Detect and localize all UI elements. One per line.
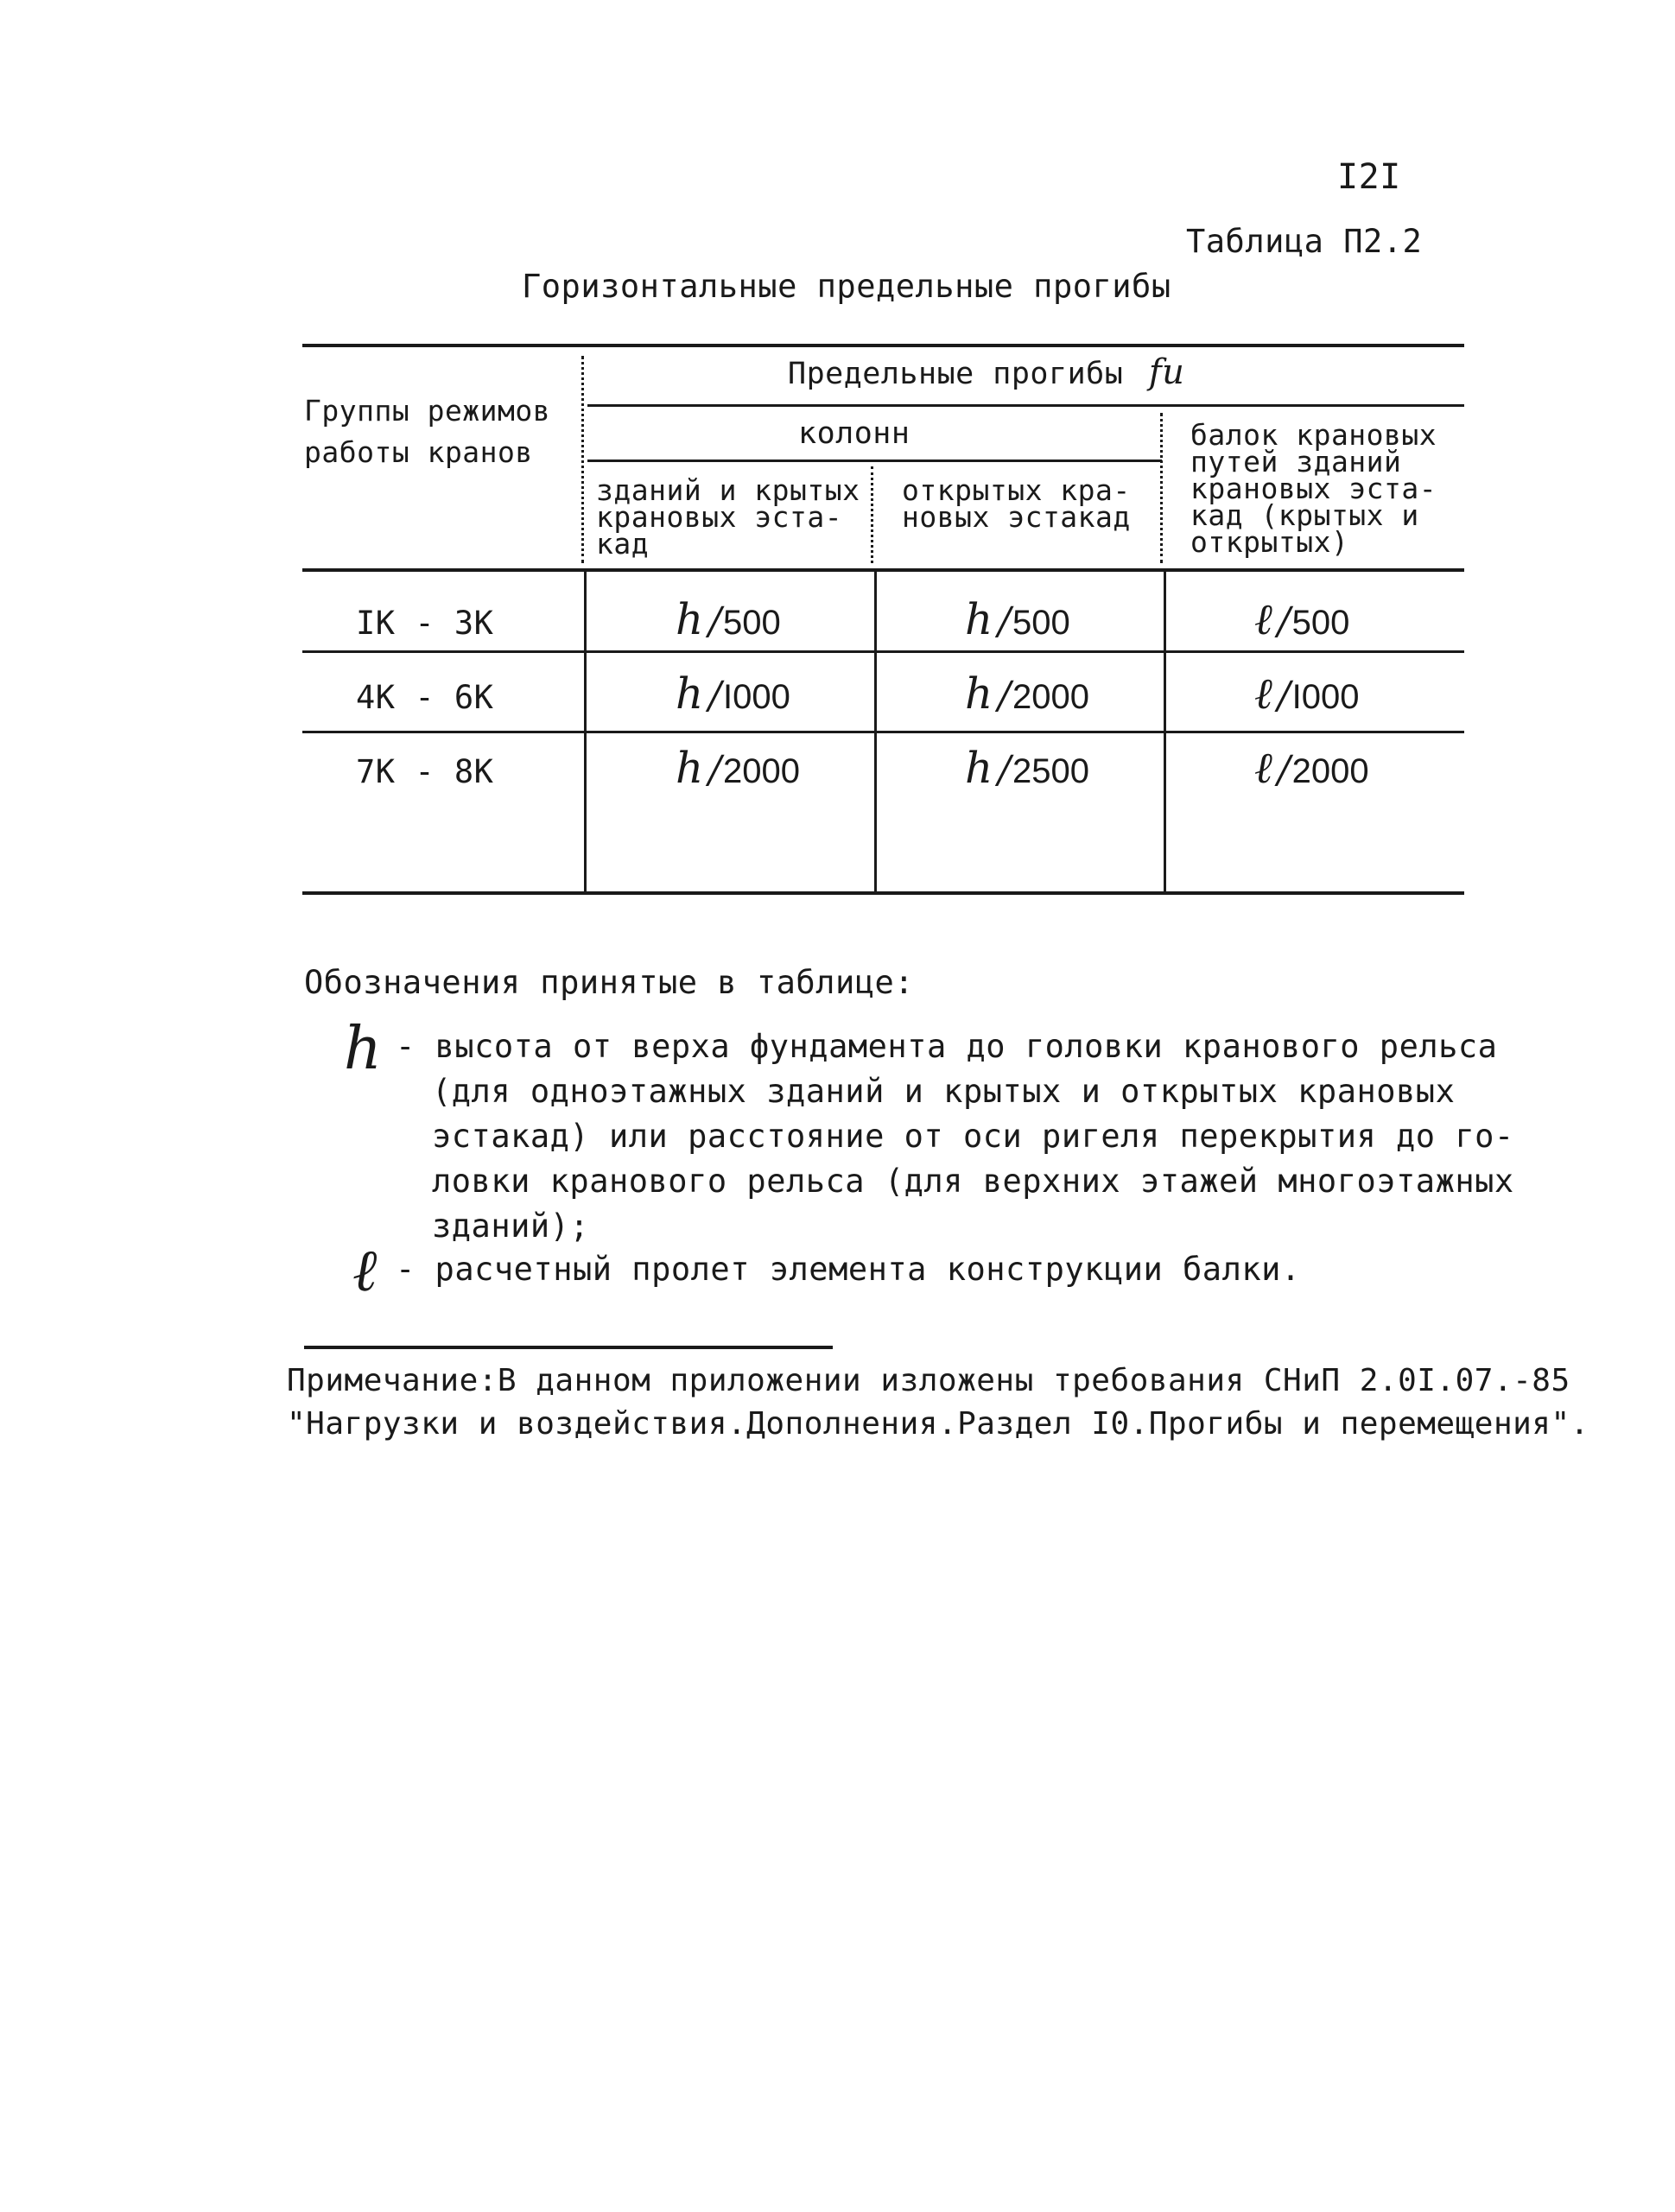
cell-slash: / — [1277, 674, 1291, 718]
col-rule-1 — [584, 570, 587, 893]
notation-h-line-3: эстакад) или расстояние от оси ригеля перекрытия до го- — [432, 1118, 1514, 1155]
row-3-cell-3 — [1254, 743, 1369, 793]
cell-variable: h — [676, 594, 704, 644]
cell-slash: / — [998, 748, 1012, 792]
header-bottom-rule — [302, 568, 1464, 572]
cell-variable: ℓ — [1254, 743, 1272, 793]
cell-variable: h — [676, 743, 704, 793]
table-bottom-rule — [302, 891, 1464, 895]
header-main-label: Предельные прогибы — [788, 357, 1124, 391]
row-2-group: 4K - 6K — [356, 679, 494, 716]
cell-value: 2500 — [1012, 752, 1090, 790]
cell-variable: h — [965, 594, 993, 644]
header-columns-group: колонн — [798, 416, 910, 451]
header-sep-1 — [581, 356, 584, 563]
header-main-symbol: fu — [1148, 352, 1185, 392]
cell-variable: ℓ — [1254, 594, 1272, 644]
header-beams-col: балок крановых путей зданий крановых эста-кад (крытых и открытых) — [1190, 418, 1437, 559]
row-2-cell-3 — [1254, 669, 1360, 719]
row-2-cell-1 — [676, 669, 790, 719]
notation-symbol-l: ℓ — [352, 1237, 378, 1305]
header-sub-col-2: открытых кра-новых эстакад — [902, 473, 1131, 534]
row-1-cell-3 — [1254, 594, 1349, 644]
header-sep-2 — [871, 466, 873, 563]
cell-variable: h — [676, 669, 704, 719]
cell-value: 2000 — [1291, 752, 1369, 790]
table-top-rule — [302, 344, 1464, 347]
row-1-group: IK - 3K — [356, 605, 494, 642]
notation-heading: Обозначения принятые в таблице: — [304, 964, 915, 1001]
cell-value: 500 — [1012, 604, 1070, 642]
footnote-line-1: Примечание:В данном приложении изложены требования СНиП 2.0I.07.-85 — [287, 1363, 1570, 1398]
row-1-cell-1 — [676, 594, 781, 644]
notation-l-line-1: - расчетный пролет элемента конструкции балки. — [396, 1251, 1301, 1288]
cell-slash: / — [708, 674, 722, 718]
notation-h-line-2: (для одноэтажных зданий и крытых и открытых крановых — [432, 1073, 1456, 1110]
table-label: Таблица П2.2 — [1186, 223, 1423, 260]
row-3-cell-2 — [965, 743, 1089, 793]
row-1-cell-2 — [965, 594, 1070, 644]
cell-slash: / — [708, 599, 722, 643]
cell-slash: / — [708, 748, 722, 792]
footnote-line-2: "Нагрузки и воздействия.Дополнения.Раздел I0.Прогибы и перемещения". — [287, 1406, 1589, 1442]
cell-slash: / — [1277, 599, 1291, 643]
header-rule-main — [587, 404, 1464, 407]
cell-value: 2000 — [723, 752, 801, 790]
notation-h-line-4: ловки кранового рельса (для верхних этажей многоэтажных — [432, 1163, 1514, 1200]
cell-value: I000 — [723, 678, 790, 716]
row-3-group: 7K - 8K — [356, 753, 494, 790]
header-main — [788, 352, 1184, 392]
header-rule-columns — [587, 460, 1162, 462]
table-title: Горизонтальные предельные прогибы — [522, 268, 1171, 305]
cell-variable: h — [965, 743, 993, 793]
cell-variable: h — [965, 669, 993, 719]
cell-value: I000 — [1291, 678, 1360, 716]
cell-slash: / — [998, 674, 1012, 718]
cell-variable: ℓ — [1254, 669, 1272, 719]
row-2-cell-2 — [965, 669, 1089, 719]
row-rule-2 — [302, 731, 1464, 733]
footnote-rule — [304, 1346, 833, 1349]
header-group-col: Группы режимов работы кранов — [304, 394, 551, 469]
col-rule-2 — [874, 570, 877, 893]
col-rule-3 — [1164, 570, 1166, 893]
cell-value: 500 — [1291, 604, 1350, 642]
notation-h-line-1: - высота от верха фундамента до головки кранового рельса — [396, 1028, 1498, 1065]
cell-slash: / — [1277, 748, 1291, 792]
header-sep-3 — [1160, 413, 1163, 563]
page-number: I2I — [1337, 157, 1401, 197]
notation-symbol-h: h — [344, 1015, 382, 1083]
row-rule-1 — [302, 650, 1464, 653]
cell-value: 2000 — [1012, 678, 1090, 716]
cell-slash: / — [998, 599, 1012, 643]
cell-value: 500 — [723, 604, 781, 642]
notation-h-line-5: зданий); — [432, 1207, 590, 1245]
row-3-cell-1 — [676, 743, 800, 793]
header-sub-col-1: зданий и крытых крановых эста-кад — [596, 473, 860, 561]
